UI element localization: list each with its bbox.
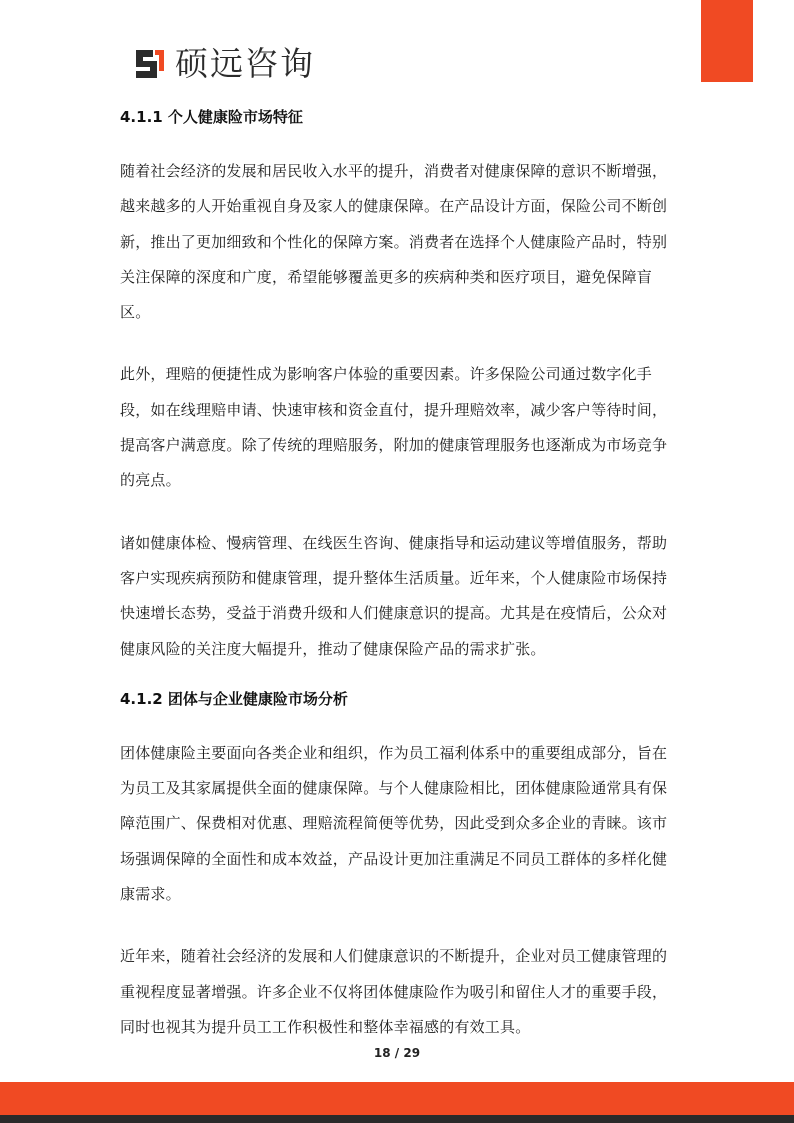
section-heading-4-1-1: 4.1.1 个人健康险市场特征 bbox=[120, 108, 303, 126]
paragraph: 此外，理赔的便捷性成为影响客户体验的重要因素。许多保险公司通过数字化手段，如在线理赔申请、快速审核和资金直付，提升理赔效率，减少客户等待时间，提高客户满意度。除了传统的理赔服务，附加的健康管理服务也逐渐成为市场竞争的亮点。 bbox=[120, 365, 668, 490]
brand-logo-icon bbox=[133, 47, 167, 81]
section-heading-4-1-2: 4.1.2 团体与企业健康险市场分析 bbox=[120, 689, 348, 708]
page-number: 18 / 29 bbox=[373, 1046, 421, 1060]
brand-header bbox=[133, 44, 315, 84]
paragraph: 随着社会经济的发展和居民收入水平的提升，消费者对健康保障的意识不断增强，越来越多的人开始重视自身及家人的健康保障。在产品设计方面，保险公司不断创新，推出了更加细致和个性化的保障方案。消费者在选择个人健康险产品时，特别关注保障的深度和广度，希望能够覆盖更多的疾病种类和医疗项目，避免保障盲区。 bbox=[120, 162, 668, 322]
paragraph: 近年来，随着社会经济的发展和人们健康意识的不断提升，企业对员工健康管理的重视程度显著增强。许多企业不仅将团体健康险作为吸引和留住人才的重要手段，同时也视其为提升员工工作积极性和整体幸福感的有效工具。 bbox=[120, 947, 668, 1036]
document-body bbox=[120, 105, 680, 1045]
paragraph: 诸如健康体检、慢病管理、在线医生咨询、健康指导和运动建议等增值服务，帮助客户实现疾病预防和健康管理，提升整体生活质量。近年来，个人健康险市场保持快速增长态势，受益于消费升级和人们健康意识的提高。尤其是在疫情后，公众对健康风险的关注度大幅提升，推动了健康保险产品的需求扩张。 bbox=[120, 533, 668, 658]
paragraph: 团体健康险主要面向各类企业和组织，作为员工福利体系中的重要组成部分，旨在为员工及其家属提供全面的健康保障。与个人健康险相比，团体健康险通常具有保障范围广、保费相对优惠、理赔流程简便等优势，因此受到众多企业的青睐。该市场强调保障的全面性和成本效益，产品设计更加注重满足不同员工群体的多样化健康需求。 bbox=[120, 743, 668, 904]
corner-accent-block bbox=[701, 0, 753, 82]
footer-dark-line bbox=[0, 1115, 794, 1123]
footer-accent-bar bbox=[0, 1082, 794, 1115]
brand-name: 硕远咨询 bbox=[175, 44, 315, 83]
